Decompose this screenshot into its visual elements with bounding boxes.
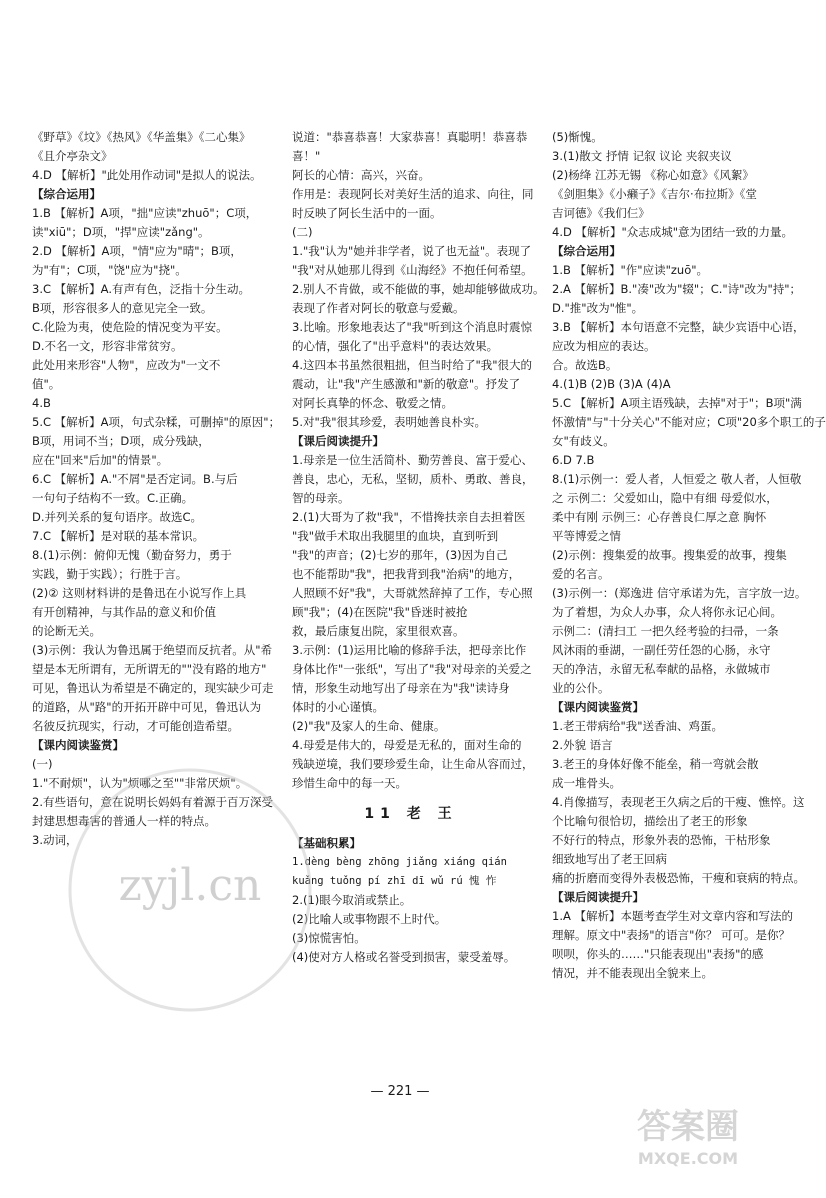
answer-line: 不好行的特点，形象外表的恐怖，干枯形象 — [552, 833, 771, 847]
answer-line: 细致地写出了老王回病 — [552, 852, 667, 866]
section-heading: 【课内阅读鉴赏】 — [552, 700, 644, 714]
section-heading: 【课内阅读鉴赏】 — [32, 738, 124, 752]
section-heading: 【基础积累】 — [292, 836, 361, 850]
pinyin-line: 1.dèng bèng zhōng jiǎng xiáng qián — [292, 856, 507, 868]
answer-line: 怀激情"与"十分关心"不能对应；C项"20多个职工的子 — [552, 415, 826, 429]
answer-line: B项，形容很多人的意见完全一致。 — [32, 301, 213, 315]
answer-line: 体时的小心谨慎。 — [292, 700, 384, 714]
answer-line: (3)示例一：(郑逸进 信守承诺为先，言字放一边。 — [552, 586, 807, 600]
answer-line: 4.D 【解析】"众志成城"意为团结一致的力量。 — [552, 225, 794, 239]
answer-line: 救，最后康复出院，家里很欢喜。 — [292, 624, 465, 638]
answer-line: (5)惭愧。 — [552, 130, 603, 144]
answer-line: 4.肖像描写，表现老王久病之后的干瘦、憔悴。这 — [552, 795, 805, 809]
logo-text: 答案圈 — [637, 1107, 739, 1147]
answer-line: 8.(1)示例一：爱人者，人恒爱之 敬人者，人恒敬 — [552, 472, 802, 486]
pinyin-line: kuǎng tuǒng pí zhī dī wǔ rú 愧 怍 — [292, 875, 497, 887]
answer-line: 爱的名言。 — [552, 567, 610, 581]
answer-line: (4)使对方人格或名誉受到损害，蒙受羞辱。 — [292, 950, 516, 964]
answer-line: 4.B — [32, 396, 51, 410]
answer-line: 的心情，强化了"出乎意料"的表达效果。 — [292, 339, 499, 353]
answer-line: (一) — [32, 757, 53, 771]
answer-line: 3.老王的身体好像不能垒，稍一弯就会散 — [552, 757, 759, 771]
answer-line: 对阿长真挚的怀念、敬爱之情。 — [292, 396, 453, 410]
answer-line: 天的净洁，永留无私奉献的品格，永做城市 — [552, 662, 771, 676]
answer-line: 3.示例：(1)运用比喻的修辞手法，把母亲比作 — [292, 643, 527, 657]
answer-line: 喜！" — [292, 149, 321, 163]
answer-line: 之 示例二：父爱如山，隐中有细 母爱似水， — [552, 491, 778, 505]
answer-line: 2.(1)大哥为了救"我"，不惜搀扶亲自去担着医 — [292, 510, 526, 524]
answer-line: (3)惊慌害怕。 — [292, 931, 366, 945]
answer-line: 2.D 【解析】A项，"情"应为"晴"；B项， — [32, 244, 242, 258]
answer-line: 此处用来形容"人物"，应改为"一文不 — [32, 358, 221, 372]
answer-line: D.并列关系的复句语序。故选C。 — [32, 510, 203, 524]
column-right — [552, 128, 826, 983]
answer-line: 1.母亲是一位生活简朴、勤劳善良、富于爱心、 — [292, 453, 533, 467]
answer-line: 有开创精神，与其作品的意义和价值 — [32, 605, 216, 619]
answer-line: 1.A 【解析】本题考查学生对文章内容和写法的 — [552, 909, 793, 923]
answer-line: 1."不耐烦"，认为"烦哪之至""非常厌烦"。 — [32, 776, 248, 790]
answer-line: 《野草》《坟》《热风》《华盖集》《二心集》 — [32, 130, 251, 144]
answer-line: 4.(1)B (2)B (3)A (4)A — [552, 377, 671, 391]
answer-line: 1.B 【解析】A项，"拙"应读"zhuō"；C项， — [32, 206, 258, 220]
answer-line: 吉诃德》《我们仨》 — [552, 206, 650, 220]
answer-line: 女"有歧义。 — [552, 434, 615, 448]
answer-line: (2)② 这则材料讲的是鲁迅在小说写作上具 — [32, 586, 247, 600]
site-logo — [598, 1100, 778, 1170]
answer-line: D.不名一文，形容非常贫穷。 — [32, 339, 183, 353]
answer-line: 3.比喻。形象地表达了"我"听到这个消息时震惊 — [292, 320, 533, 334]
answer-line: (3)示例：我认为鲁迅属于绝望而反抗者。从"希 — [32, 643, 273, 657]
answer-line: 表现了作者对阿长的敬意与爱戴。 — [292, 301, 465, 315]
answer-line: 呗呗，你头的……"只能表现出"表扬"的感 — [552, 947, 764, 961]
answer-line: 人照顾不好"我"，大哥就然辞掉了工作，专心照 — [292, 586, 533, 600]
answer-line: 情况，并不能表现出全貌来上。 — [552, 966, 713, 980]
section-heading: 【综合运用】 — [552, 244, 621, 258]
answer-line: 6.C 【解析】A."不屑"是否定词。B.与后 — [32, 472, 238, 486]
answer-line: 的道路，从"路"的开拓开辟中可见，鲁迅认为 — [32, 700, 262, 714]
section-heading: 【课后阅读提升】 — [552, 890, 644, 904]
answer-line: 1."我"认为"她并非学者，说了也无益"。表现了 — [292, 244, 532, 258]
answer-line: 业的公仆。 — [552, 681, 610, 695]
section-heading: 【综合运用】 — [32, 187, 101, 201]
answer-line: "我"对从她那儿得到《山海经》不抱任何希望。 — [292, 263, 533, 277]
answer-line: 珍惜生命中的每一天。 — [292, 776, 407, 790]
watermark-text: zyjl.cn — [118, 860, 262, 911]
answer-line: 4.这四本书虽然很粗拙，但当时给了"我"很大的 — [292, 358, 533, 372]
answer-line: C.化险为夷，使危险的情况变为平安。 — [32, 320, 228, 334]
answer-line: 3.C 【解析】A.有声有色，泛指十分生动。 — [32, 282, 250, 296]
answer-line: 3.(1)散文 抒情 记叙 议论 夹叙夹议 — [552, 149, 732, 163]
answer-line: 4.母爱是伟大的，母爱是无私的，面对生命的 — [292, 738, 522, 752]
answer-line: 应在"回来"后加"的情景"。 — [32, 453, 169, 467]
answer-line: 智的母亲。 — [292, 491, 350, 505]
answer-line: 6.D 7.B — [552, 453, 595, 467]
answer-line: (2)"我"及家人的生命、健康。 — [292, 719, 446, 733]
answer-line: 1.B 【解析】"作"应读"zuō"。 — [552, 263, 709, 277]
answer-line: 为了着想，为众人办事，众人将你永记心间。 — [552, 605, 782, 619]
answer-line: 说道："恭喜恭喜！大家恭喜！真聪明！恭喜恭 — [292, 130, 528, 144]
answer-line: 应改为相应的表达。 — [552, 339, 656, 353]
answer-line: 《剑胆集》《小癞子》《吉尔·布拉斯》《堂 — [552, 187, 757, 201]
answer-line: 3.动词， — [32, 833, 78, 847]
answer-line: 2.有些语句，意在说明长妈妈有着源于百万深受 — [32, 795, 273, 809]
answer-line: (2)比喻人或事物跟不上时代。 — [292, 912, 447, 926]
answer-line: 时反映了阿长生活中的一面。 — [292, 206, 442, 220]
answer-line: 2.外貌 语言 — [552, 738, 613, 752]
answer-line: 身体比作"一张纸"，写出了"我"对母亲的关爱之 — [292, 662, 532, 676]
lesson-title: 11 老 王 — [364, 806, 458, 822]
answer-line: 5.C 【解析】A项主语残缺，去掉"对于"；B项"满 — [552, 396, 802, 410]
answer-line: 5.C 【解析】A项，句式杂糅，可删掉"的原因"； — [32, 415, 281, 429]
answer-line: 封建思想毒害的普通人一样的特点。 — [32, 814, 216, 828]
answer-line: D."推"改为"惟"。 — [552, 301, 644, 315]
answer-line: 望是本无所谓有，无所谓无的""没有路的地方" — [32, 662, 267, 676]
answer-line: 阿长的心情：高兴，兴奋。 — [292, 168, 430, 182]
answer-line: 作用是：表现阿长对美好生活的追求、向往，同 — [292, 187, 534, 201]
answer-line: 4.D 【解析】"此处用作动词"是拟人的说法。 — [32, 168, 262, 182]
answer-line: 成一堆骨头。 — [552, 776, 621, 790]
answer-line: (2)杨绛 江苏无锡 《称心如意》《风絮》 — [552, 168, 754, 182]
answer-line: 2.A 【解析】B."凑"改为"辍"；C."诗"改为"持"； — [552, 282, 802, 296]
answer-line: 5.对"我"很其珍爱，表明她善良朴实。 — [292, 415, 487, 429]
answer-line: 2.别人不肯做，或不能做的事，她却能够做成功。 — [292, 282, 545, 296]
answer-line: 残缺逆境，我们要珍爱生命，让生命从容而过， — [292, 757, 534, 771]
answer-line: 7.C 【解析】是对联的基本常识。 — [32, 529, 205, 543]
answer-line: 情，形象生动地写出了母亲在为"我"读诗身 — [292, 681, 510, 695]
answer-line: 1.老王带病给"我"送香油、鸡蛋。 — [552, 719, 724, 733]
answer-line: 读"xiū"；D项，"捍"应读"zǎng"。 — [32, 225, 210, 239]
answer-line: (二) — [292, 225, 313, 239]
answer-line: 可见，鲁迅认为希望是不确定的，现实缺少可走 — [32, 681, 274, 695]
section-heading: 【课后阅读提升】 — [292, 434, 384, 448]
answer-line: 名彼反抗现实，行动，才可能创造希望。 — [32, 719, 239, 733]
answer-line: 实践，勤于实践）；行胜于言。 — [32, 567, 188, 581]
answer-line: 3.B 【解析】本句语意不完整，缺少宾语中心语， — [552, 320, 805, 334]
page-number: — 221 — — [370, 1084, 430, 1099]
answer-line: 值"。 — [32, 377, 61, 391]
answer-line: 善良，忠心，无私，坚韧，质朴、勇敢、善良， — [292, 472, 534, 486]
answer-line: 《且介亭杂文》 — [32, 149, 113, 163]
answer-line: "我"的声音；(2)七岁的那年，(3)因为自己 — [292, 548, 508, 562]
answer-line: 2.(1)眼今取消或禁止。 — [292, 893, 412, 907]
answer-line: 风沐雨的垂湖，一副任劳任怨的心肠，永守 — [552, 643, 771, 657]
answer-line: 8.(1)示例：俯仰无愧（勤奋努力，勇于 — [32, 548, 232, 562]
answer-line: 的论断无关。 — [32, 624, 101, 638]
answer-line: 个比喻句很恰切，描绘出了老王的形象 — [552, 814, 748, 828]
answer-line: 平等博爱之情 — [552, 529, 621, 543]
answer-line: (2)示例：搜集爱的故事。搜集爱的故事，搜集 — [552, 548, 787, 562]
answer-line: 一句句子结构不一致。C.正确。 — [32, 491, 194, 505]
watermark-logo — [40, 740, 340, 1040]
answer-line: 顾"我"；(4)在医院"我"昏迷时被抢 — [292, 605, 468, 619]
answer-line: 理解。原文中"表扬"的语言"你？ 可可。是你？ — [552, 928, 791, 942]
answer-line: 柔中有刚 示例三：心存善良仁厚之意 胸怀 — [552, 510, 767, 524]
logo-url: MXQE.COM — [637, 1149, 739, 1168]
answer-line: "我"做手术取出我腿里的血块，直到听到 — [292, 529, 499, 543]
answer-line: 示例二：(清扫工 一把久经考验的扫帚，一条 — [552, 624, 779, 638]
answer-line: 震动，让"我"产生感激和"新的敬意"。抒发了 — [292, 377, 521, 391]
answer-line: 也不能帮助"我"，把我背到我"治病"的地方， — [292, 567, 521, 581]
answer-line: 痛的折磨而变得外表极恐怖，干瘦和衰病的特点。 — [552, 871, 805, 885]
answer-line: B项，用词不当；D项，成分残缺， — [32, 434, 210, 448]
answer-line: 为"有"；C项，"饶"应为"挠"。 — [32, 263, 187, 277]
answer-line: 合。故选B。 — [552, 358, 618, 372]
